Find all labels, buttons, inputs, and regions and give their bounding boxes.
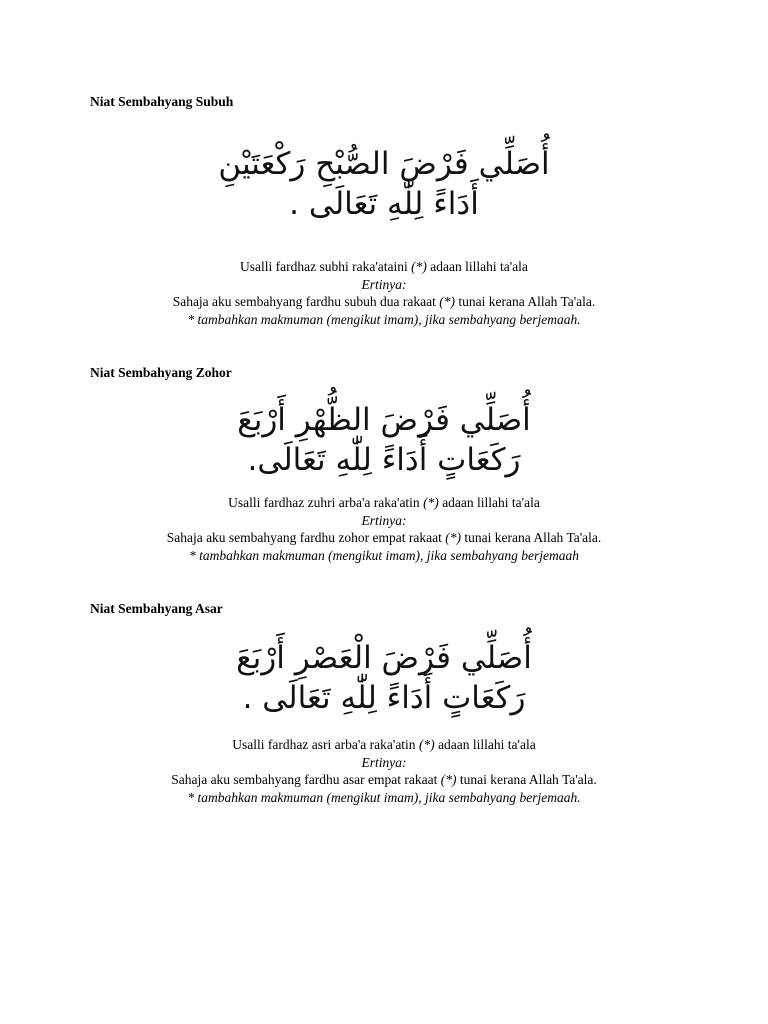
meaning [0, 771, 768, 789]
section-heading: Niat Sembahyang Subuh [90, 94, 234, 109]
asterisk-marker: (*) [411, 259, 427, 274]
transliteration-text: Usalli fardhaz zuhri arba'a raka'atin [228, 495, 424, 510]
arabic-line-2: رَكَعَاتٍ أَدَاءً لِلّٰهِ تَعَالَى . [242, 680, 526, 716]
asterisk-marker: (*) [418, 737, 435, 752]
arabic-niat-text [0, 400, 768, 480]
niat-description [0, 494, 768, 564]
transliteration-text: Usalli fardhaz asri arba'a raka'atin [232, 737, 419, 752]
meaning-text-end: tunai kerana Allah Ta'ala. [460, 530, 602, 545]
asterisk-marker: (*) [423, 495, 439, 510]
transliteration-text-end: adaan lillahi ta'ala [426, 259, 528, 274]
ertinya-label: Ertinya: [361, 754, 407, 770]
arabic-line-1: أُصَلِّي فَرْضَ الصُّبْحِ رَكْعَتَيْنِ [218, 146, 550, 182]
transliteration-text: Usalli fardhaz subhi raka'ataini [240, 259, 412, 274]
footnote: * tambahkan makmuman (mengikut imam), jika sembahyang berjemaah. [187, 789, 581, 805]
asterisk-marker: (*) [445, 530, 461, 545]
footnote: * tambahkan makmuman (mengikut imam), jika sembahyang berjemaah [189, 547, 579, 563]
meaning [0, 293, 768, 311]
arabic-line-2: رَكَعَاتٍ أَدَاءً لِلّٰهِ تَعَالَى. [247, 442, 521, 478]
arabic-line-1: أُصَلِّي فَرْضَ الظُّهْرِ أَرْبَعَ [237, 402, 531, 438]
section-heading: Niat Sembahyang Asar [90, 601, 223, 616]
transliteration [0, 258, 768, 276]
arabic-line-1: أُصَلِّي فَرْضَ الْعَصْرِ أَرْبَعَ [236, 640, 532, 676]
meaning-text: Sahaja aku sembahyang fardhu zohor empat rakaat [166, 530, 446, 545]
transliteration [0, 494, 768, 512]
transliteration [0, 736, 768, 754]
transliteration-text-end: adaan lillahi ta'ala [434, 737, 536, 752]
section-heading: Niat Sembahyang Zohor [90, 365, 232, 380]
meaning-text: Sahaja aku sembahyang fardhu subuh dua rakaat [172, 294, 440, 309]
asterisk-marker: (*) [439, 294, 455, 309]
meaning-text-end: tunai kerana Allah Ta'ala. [456, 772, 597, 787]
footnote: * tambahkan makmuman (mengikut imam), jika sembahyang berjemaah. [187, 311, 581, 327]
arabic-niat-text [0, 144, 768, 224]
ertinya-label: Ertinya: [361, 276, 407, 292]
arabic-niat-text [0, 638, 768, 718]
asterisk-marker: (*) [440, 772, 457, 787]
meaning [0, 529, 768, 547]
meaning-text-end: tunai kerana Allah Ta'ala. [454, 294, 596, 309]
meaning-text: Sahaja aku sembahyang fardhu asar empat rakaat [171, 772, 441, 787]
transliteration-text-end: adaan lillahi ta'ala [438, 495, 540, 510]
niat-description [0, 258, 768, 328]
ertinya-label: Ertinya: [361, 512, 407, 528]
niat-description [0, 736, 768, 806]
arabic-line-2: أَدَاءً لِلّٰهِ تَعَالَى . [289, 186, 479, 222]
